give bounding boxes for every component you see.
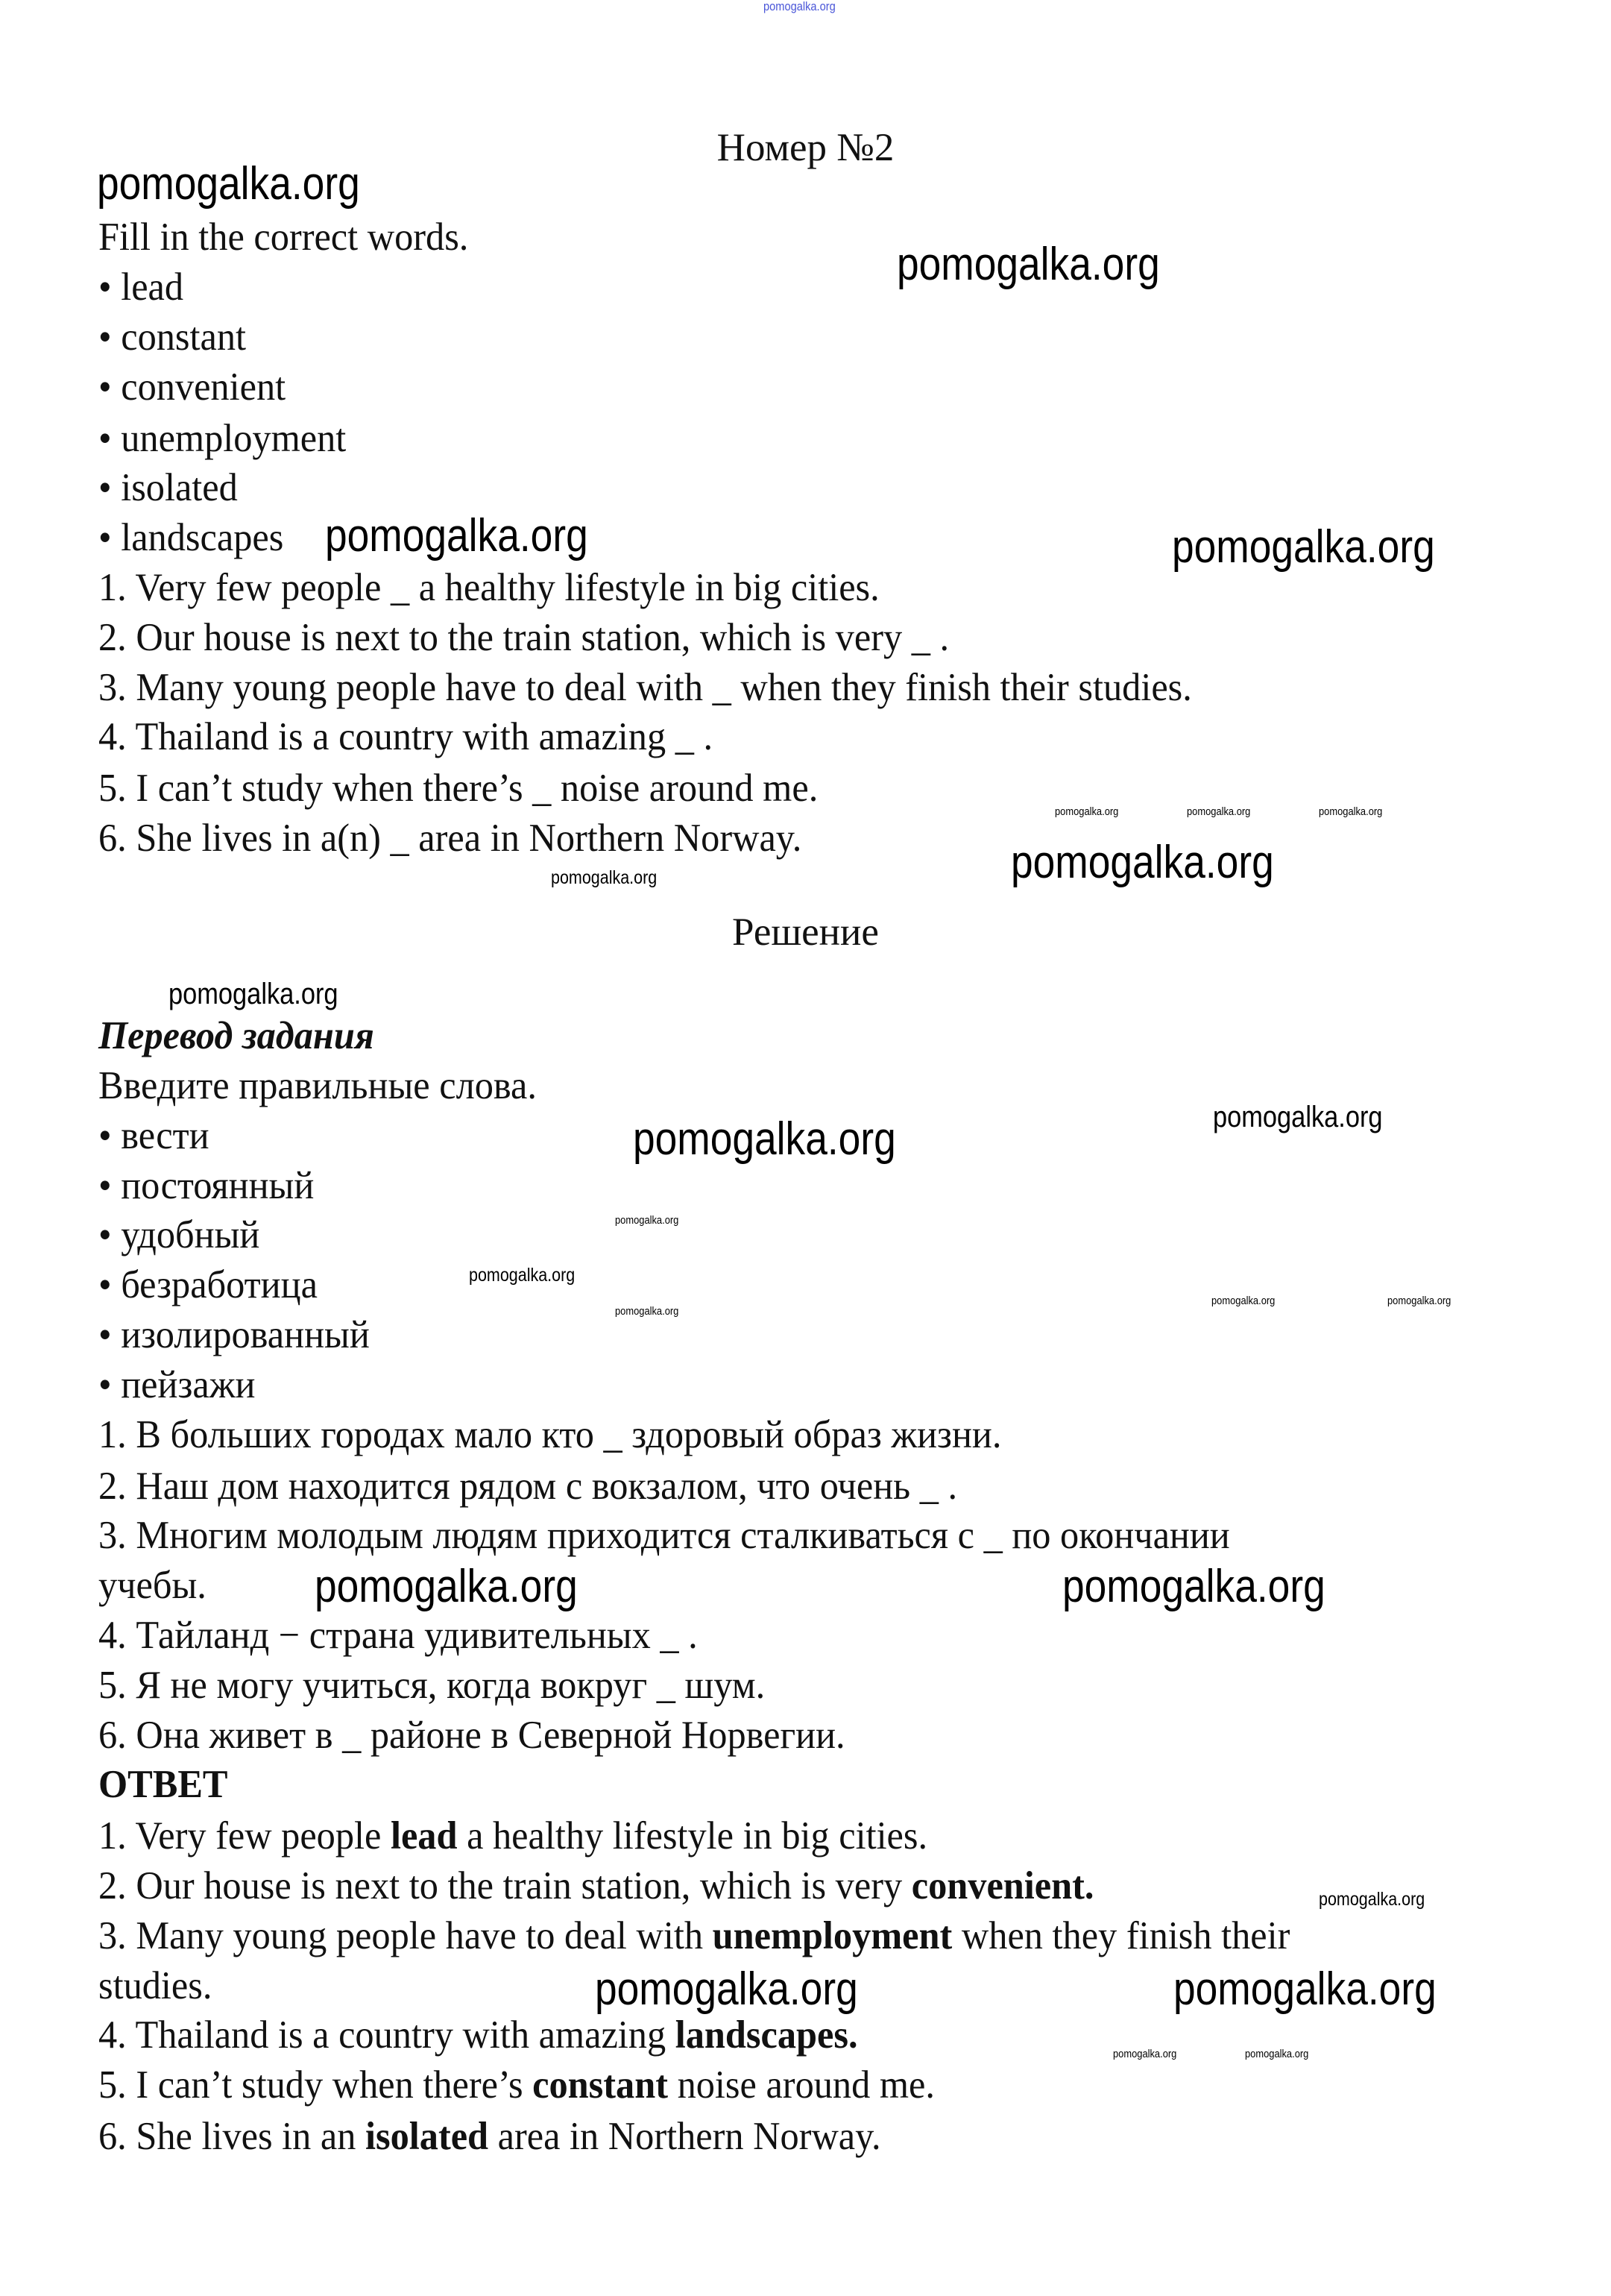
word-list-item: • convenient xyxy=(98,365,286,409)
watermark: pomogalka.org xyxy=(551,867,658,888)
task-sentence: 2. Our house is next to the train station, which is very _ . xyxy=(98,616,950,659)
task-instruction: Fill in the correct words. xyxy=(98,216,469,259)
watermark: pomogalka.org xyxy=(1187,805,1251,818)
answer-word: landscapes. xyxy=(675,2013,858,2057)
word-list-item: • lead xyxy=(98,265,184,309)
sentence-text: 1. Very few people xyxy=(98,1814,391,1858)
watermark: pomogalka.org xyxy=(1113,2048,1177,2060)
task-sentence: 3. Many young people have to deal with _ when they finish their studies. xyxy=(98,666,1192,709)
answer-sentence xyxy=(98,1961,212,2010)
translation-sentence: учебы. xyxy=(98,1564,207,1607)
answer-word: convenient. xyxy=(911,1864,1094,1907)
answer-sentence xyxy=(98,1911,1290,1960)
task-sentence: 4. Thailand is a country with amazing _ . xyxy=(98,715,713,758)
watermark: pomogalka.org xyxy=(97,158,360,210)
watermark: pomogalka.org xyxy=(1213,1101,1383,1133)
solution-heading: Решение xyxy=(732,910,879,954)
answer-sentence xyxy=(98,1861,1094,1910)
watermark: pomogalka.org xyxy=(615,1214,679,1227)
watermark: pomogalka.org xyxy=(1173,1963,1437,2015)
answer-word: isolated xyxy=(365,2115,489,2158)
watermark: pomogalka.org xyxy=(595,1963,858,2015)
watermark: pomogalka.org xyxy=(615,1305,679,1318)
sentence-text: when they finish their xyxy=(952,1914,1290,1957)
word-list-item: • unemployment xyxy=(98,417,347,460)
watermark: pomogalka.org xyxy=(1319,1889,1425,1910)
sentence-text: 3. Many young people have to deal with xyxy=(98,1914,713,1957)
translation-sentence: 5. Я не могу учиться, когда вокруг _ шум. xyxy=(98,1664,766,1707)
sentence-text: 6. She lives in an xyxy=(98,2115,366,2158)
watermark: pomogalka.org xyxy=(1172,521,1435,573)
sentence-text: 4. Thailand is a country with amazing xyxy=(98,2013,675,2057)
watermark: pomogalka.org xyxy=(763,0,836,13)
word-list-item: • landscapes xyxy=(98,516,284,559)
translation-word-item: • безработица xyxy=(98,1263,318,1306)
watermark: pomogalka.org xyxy=(1211,1295,1276,1307)
translation-instruction: Введите правильные слова. xyxy=(98,1064,537,1107)
page-title: Номер №2 xyxy=(716,126,895,169)
task-sentence: 1. Very few people _ a healthy lifestyle in big cities. xyxy=(98,566,880,609)
task-sentence: 6. She lives in a(n) _ area in Northern Norway. xyxy=(98,817,802,860)
watermark: pomogalka.org xyxy=(1387,1295,1451,1307)
word-list-item: • isolated xyxy=(98,466,238,509)
answer-sentence xyxy=(98,2010,858,2060)
sentence-text: area in Northern Norway. xyxy=(488,2115,881,2158)
translation-word-item: • пейзажи xyxy=(98,1363,256,1406)
watermark: pomogalka.org xyxy=(1245,2048,1309,2060)
translation-sentence: 1. В больших городах мало кто _ здоровый образ жизни. xyxy=(98,1413,1002,1456)
answer-word: lead xyxy=(390,1814,458,1858)
sentence-text: studies. xyxy=(98,1964,212,2007)
answer-sentence xyxy=(98,2060,935,2110)
translation-sentence: 4. Тайланд − страна удивительных _ . xyxy=(98,1614,698,1657)
word-list-item: • constant xyxy=(98,315,247,359)
sentence-text: noise around me. xyxy=(667,2063,935,2107)
answer-word: unemployment xyxy=(712,1914,953,1957)
translation-sentence: 3. Многим молодым людям приходится сталкиваться с _ по окончании xyxy=(98,1514,1230,1557)
watermark: pomogalka.org xyxy=(1319,805,1383,818)
watermark: pomogalka.org xyxy=(1055,805,1119,818)
translation-word-item: • постоянный xyxy=(98,1164,315,1207)
answer-sentence xyxy=(98,2112,881,2161)
sentence-text: 2. Our house is next to the train station, which is very xyxy=(98,1864,912,1907)
answer-sentence xyxy=(98,1811,927,1861)
watermark: pomogalka.org xyxy=(1062,1561,1325,1612)
watermark: pomogalka.org xyxy=(315,1561,578,1612)
watermark: pomogalka.org xyxy=(633,1113,896,1165)
translation-heading: Перевод задания xyxy=(98,1014,374,1057)
watermark: pomogalka.org xyxy=(168,978,338,1010)
watermark: pomogalka.org xyxy=(469,1265,576,1286)
watermark: pomogalka.org xyxy=(1011,837,1274,888)
sentence-text: 5. I can’t study when there’s xyxy=(98,2063,533,2107)
translation-word-item: • вести xyxy=(98,1114,209,1157)
translation-word-item: • изолированный xyxy=(98,1313,370,1356)
sentence-text: a healthy lifestyle in big cities. xyxy=(457,1814,928,1858)
translation-sentence: 6. Она живет в _ районе в Северной Норвегии. xyxy=(98,1714,845,1757)
translation-word-item: • удобный xyxy=(98,1213,260,1256)
translation-sentence: 2. Наш дом находится рядом с вокзалом, что очень _ . xyxy=(98,1465,958,1508)
watermark: pomogalka.org xyxy=(897,239,1160,290)
answer-word: constant xyxy=(532,2063,668,2107)
watermark: pomogalka.org xyxy=(325,510,588,562)
answer-heading: ОТВЕТ xyxy=(98,1763,228,1806)
task-sentence: 5. I can’t study when there’s _ noise around me. xyxy=(98,767,819,810)
